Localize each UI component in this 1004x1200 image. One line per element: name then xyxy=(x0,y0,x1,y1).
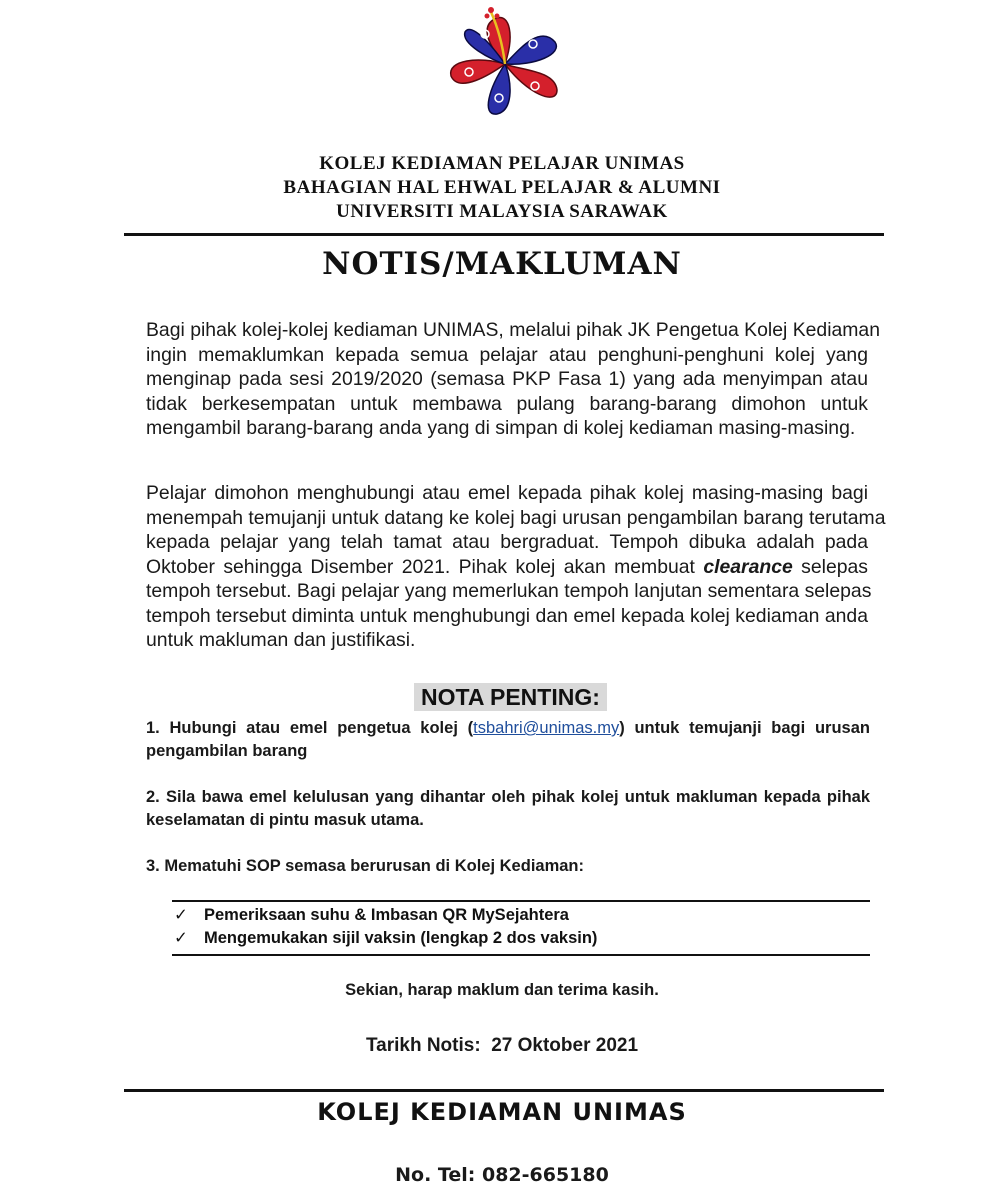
note-text: 1. Hubungi atau emel pengetua kolej ( xyxy=(146,719,474,737)
closing-text: Sekian, harap maklum dan terima kasih. xyxy=(345,981,659,999)
unimas-hibiscus-logo xyxy=(446,6,564,118)
paragraph-2-line: tempoh tersebut diminta untuk menghubungi dan emel kepada kolej kediaman anda xyxy=(146,604,868,627)
paragraph-1-line: ingin memaklumkan kepada semua pelajar atau penghuni-penghuni kolej yang xyxy=(146,343,868,366)
clearance-emphasis: clearance xyxy=(703,555,793,578)
note-text: ) untuk temujanji bagi urusan xyxy=(619,719,870,737)
check-icon: ✓ xyxy=(174,928,188,947)
sop-check-text: Pemeriksaan suhu & Imbasan QR MySejahtera xyxy=(204,906,569,924)
note-item-2-line: keselamatan di pintu masuk utama. xyxy=(146,811,424,829)
sop-check-item xyxy=(174,927,597,949)
paragraph-1-line: menginap pada sesi 2019/2020 (semasa PKP Fasa 1) yang ada menyimpan atau xyxy=(146,368,868,390)
sop-check-text: Mengemukakan sijil vaksin (lengkap 2 dos vaksin) xyxy=(204,929,598,947)
paragraph-2-line: tempoh tersebut. Bagi pelajar yang memerlukan tempoh lanjutan sementara selepas xyxy=(146,580,872,602)
nota-penting-heading: NOTA PENTING: xyxy=(414,683,607,711)
header-line-3: UNIVERSITI MALAYSIA SARAWAK xyxy=(336,201,668,222)
sop-check-item xyxy=(174,904,569,926)
paragraph-1-line: tidak berkesempatan untuk membawa pulang barang-barang dimohon untuk xyxy=(146,392,868,415)
paragraph-2-text: Oktober sehingga Disember 2021. Pihak kolej akan membuat xyxy=(146,555,704,578)
email-link[interactable]: tsbahri@unimas.my xyxy=(473,719,620,737)
footer-phone: No. Tel: 082-665180 xyxy=(395,1164,609,1186)
paragraph-2 xyxy=(146,481,886,653)
footer-divider xyxy=(124,1089,884,1092)
note-item-1 xyxy=(146,717,870,763)
note-item-1-line xyxy=(146,717,870,740)
paragraph-2-line xyxy=(146,555,868,580)
note-item-3-line: 3. Mematuhi SOP semasa berurusan di Kolej Kediaman: xyxy=(146,857,584,875)
note-item-2-line: 2. Sila bawa emel kelulusan yang dihantar oleh pihak kolej untuk makluman kepada pihak xyxy=(146,788,870,806)
paragraph-2-text: selepas xyxy=(792,555,868,578)
paragraph-2-line: menempah temujanji untuk datang ke kolej bagi urusan pengambilan barang terutama xyxy=(146,506,886,529)
notice-date: Tarikh Notis: 27 Oktober 2021 xyxy=(365,1035,639,1056)
note-item-1-line: pengambilan barang xyxy=(146,742,308,760)
header-line-1: KOLEJ KEDIAMAN PELAJAR UNIMAS xyxy=(319,153,685,174)
paragraph-1-line: Bagi pihak kolej-kolej kediaman UNIMAS, melalui pihak JK Pengetua Kolej Kediaman xyxy=(146,319,881,341)
paragraph-1-line: mengambil barang-barang anda yang di simpan di kolej kediaman masing-masing. xyxy=(146,417,856,439)
note-item-3 xyxy=(146,855,870,878)
header-line-2: BAHAGIAN HAL EHWAL PELAJAR & ALUMNI xyxy=(283,177,721,198)
footer-org: KOLEJ KEDIAMAN UNIMAS xyxy=(317,1098,687,1126)
check-icon: ✓ xyxy=(174,905,188,924)
paragraph-2-line: untuk makluman dan justifikasi. xyxy=(146,629,416,651)
notice-title: NOTIS/MAKLUMAN xyxy=(322,246,682,282)
paragraph-2-line: kepada pelajar yang telah tamat atau bergraduat. Tempoh dibuka adalah pada xyxy=(146,531,868,553)
paragraph-2-line: Pelajar dimohon menghubungi atau emel kepada pihak kolej masing-masing bagi xyxy=(146,482,868,504)
paragraph-1 xyxy=(146,318,881,441)
header-divider xyxy=(124,233,884,236)
note-item-2 xyxy=(146,786,870,832)
